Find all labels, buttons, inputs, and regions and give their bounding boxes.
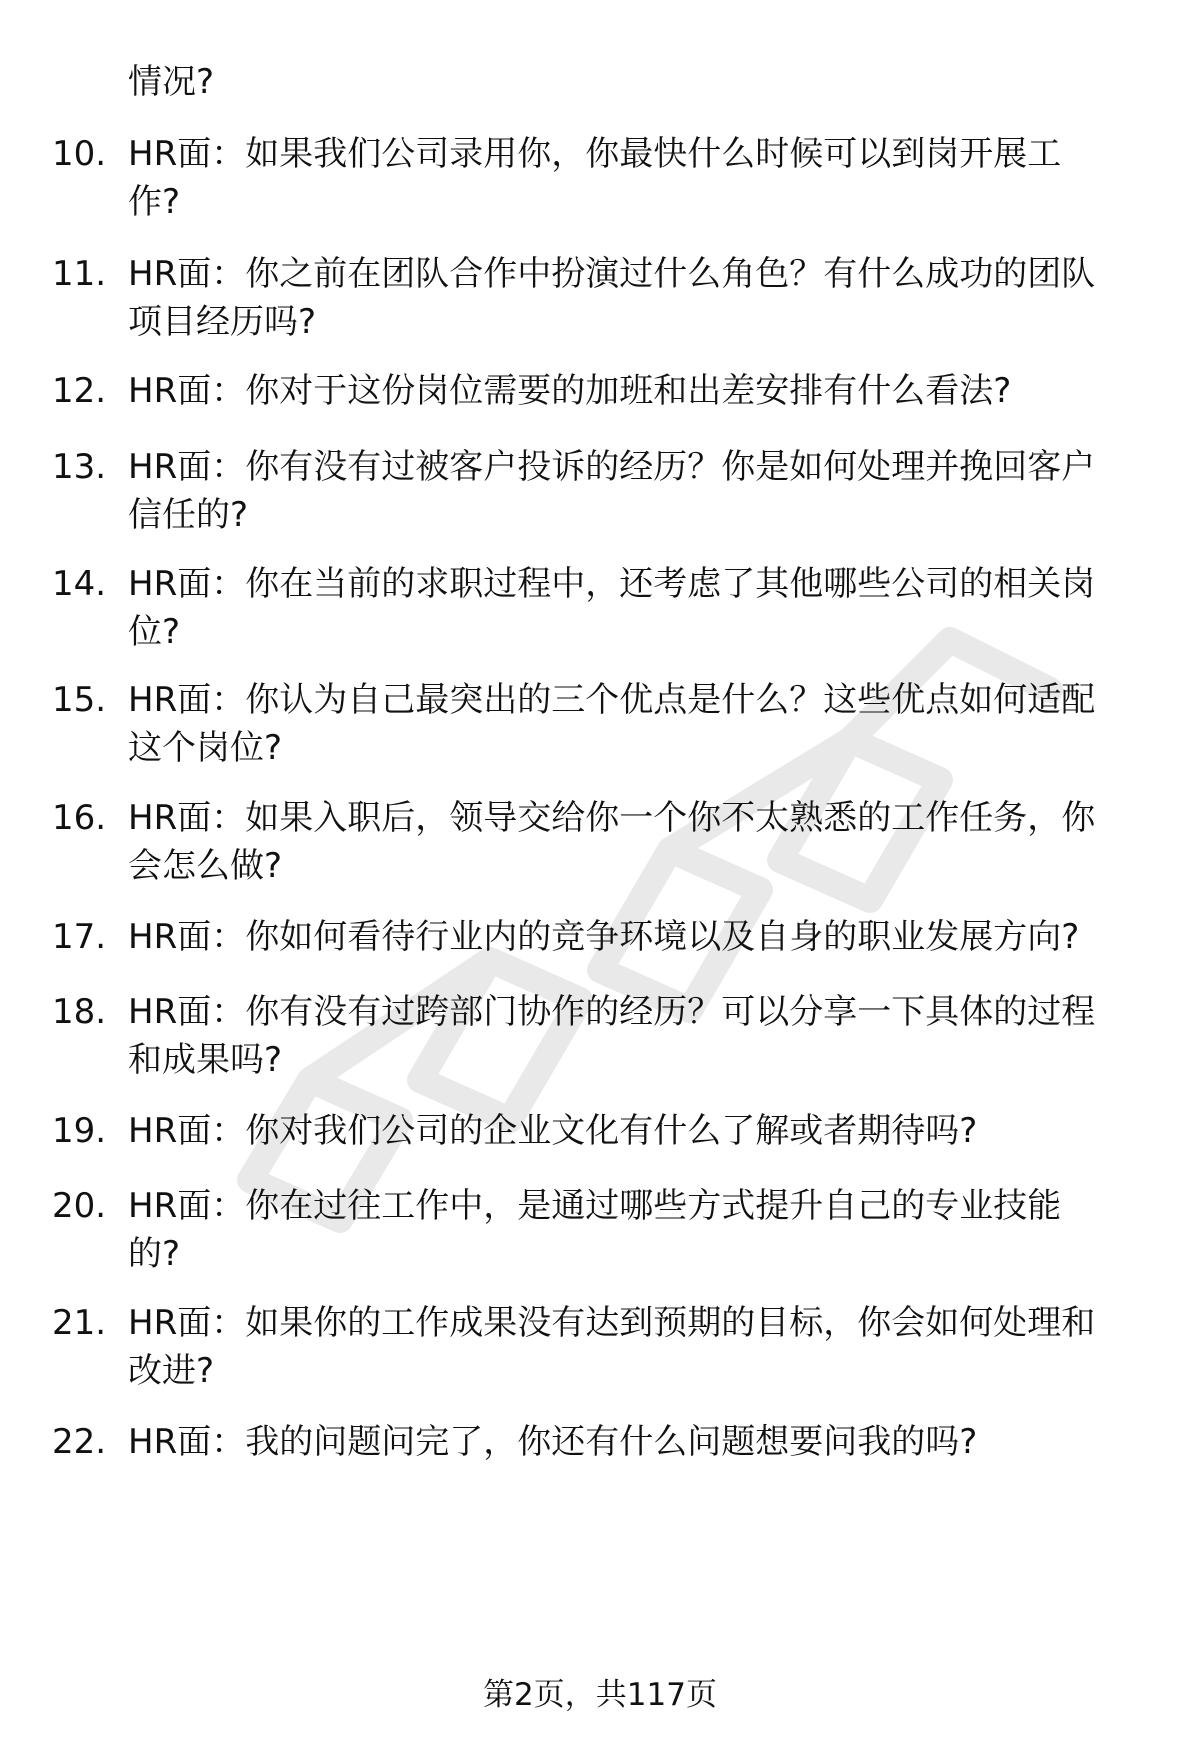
question-number: 17. <box>52 917 107 957</box>
question-text <box>128 676 1168 772</box>
question-text-line: 项目经历吗? <box>128 302 317 342</box>
question-text-line: HR面：你在当前的求职过程中，还考虑了其他哪些公司的相关岗 <box>128 564 1096 604</box>
question-text <box>128 913 1168 961</box>
question-number: 18. <box>52 992 107 1032</box>
question-text-line: HR面：你在过往工作中，是通过哪些方式提升自己的专业技能 <box>128 1186 1062 1226</box>
question-text-line: HR面：如果你的工作成果没有达到预期的目标，你会如何处理和 <box>128 1303 1096 1343</box>
question-number: 16. <box>52 798 107 838</box>
page-footer: 第2页，共117页 <box>483 1677 717 1713</box>
question-number: 22. <box>52 1422 107 1462</box>
question-text-line: 会怎么做? <box>128 846 283 886</box>
watermark <box>190 560 1090 1260</box>
question-text-line: HR面：我的问题问完了，你还有什么问题想要问我的吗? <box>128 1422 978 1462</box>
question-number: 19. <box>52 1111 107 1151</box>
question-text-line: HR面：你认为自己最突出的三个优点是什么？这些优点如何适配 <box>128 680 1096 720</box>
question-text <box>128 250 1168 346</box>
question-text-line: HR面：你对于这份岗位需要的加班和出差安排有什么看法? <box>128 371 1012 411</box>
question-text <box>128 130 1168 226</box>
question-text-line: 改进? <box>128 1351 215 1391</box>
question-number: 20. <box>52 1186 107 1226</box>
question-text-line: HR面：你有没有过跨部门协作的经历？可以分享一下具体的过程 <box>128 992 1096 1032</box>
question-text-line: 信任的? <box>128 495 249 535</box>
question-text <box>128 560 1168 656</box>
question-number: 12. <box>52 371 107 411</box>
question-text <box>128 1418 1168 1466</box>
question-text <box>128 988 1168 1084</box>
question-number: 13. <box>52 447 107 487</box>
question-text <box>128 367 1168 415</box>
question-text-line: HR面：如果我们公司录用你，你最快什么时候可以到岗开展工 <box>128 134 1062 174</box>
question-text <box>128 1107 1168 1155</box>
question-text-line: HR面：你对我们公司的企业文化有什么了解或者期待吗? <box>128 1111 978 1151</box>
question-text-line: 位? <box>128 612 181 652</box>
question-number: 11. <box>52 254 107 294</box>
continued-question-text: 情况? <box>128 62 215 102</box>
question-text <box>128 794 1168 890</box>
question-text-line: HR面：你有没有过被客户投诉的经历？你是如何处理并挽回客户 <box>128 447 1096 487</box>
question-number: 14. <box>52 564 107 604</box>
question-text-line: HR面：你如何看待行业内的竞争环境以及自身的职业发展方向? <box>128 917 1080 957</box>
question-text <box>128 443 1168 539</box>
question-text-line: HR面：如果入职后，领导交给你一个你不太熟悉的工作任务，你 <box>128 798 1096 838</box>
question-number: 10. <box>52 134 107 174</box>
question-number: 21. <box>52 1303 107 1343</box>
question-text-line: HR面：你之前在团队合作中扮演过什么角色？有什么成功的团队 <box>128 254 1096 294</box>
question-text-line: 这个岗位? <box>128 728 283 768</box>
question-text <box>128 1299 1168 1395</box>
question-text <box>128 1182 1168 1278</box>
question-text-line: 和成果吗? <box>128 1040 283 1080</box>
question-number: 15. <box>52 680 107 720</box>
question-text-line: 的? <box>128 1234 181 1274</box>
question-text-line: 作? <box>128 182 181 222</box>
